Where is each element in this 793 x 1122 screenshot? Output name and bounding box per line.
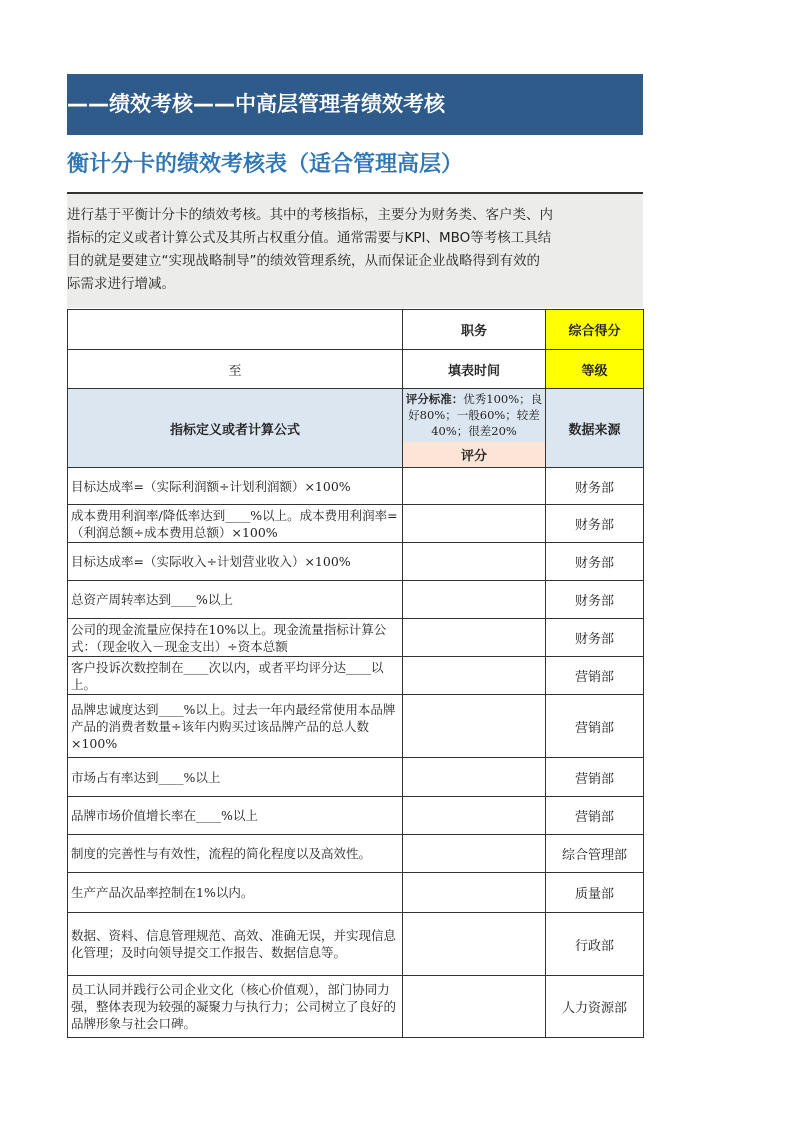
indicator-cell: 公司的现金流量应保持在10%以上。现金流量指标计算公式：（现金收入－现金支出）÷资本总额	[68, 619, 403, 657]
score-input-cell[interactable]	[403, 657, 546, 695]
source-cell: 财务部	[546, 505, 644, 543]
score-input-cell[interactable]	[403, 619, 546, 657]
criteria-bold: 评分标准：	[405, 392, 464, 407]
description-block	[67, 194, 643, 308]
indicator-cell: 目标达成率=（实际利润额÷计划利润额）×100%	[68, 468, 403, 505]
score-input-cell[interactable]	[403, 543, 546, 581]
source-cell: 营销部	[546, 657, 644, 695]
overall-score-label: 综合得分	[546, 310, 644, 350]
score-input-cell[interactable]	[403, 758, 546, 797]
source-cell: 营销部	[546, 797, 644, 835]
indicator-cell: 总资产周转率达到____%以上	[68, 581, 403, 619]
score-label: 评分	[403, 442, 546, 468]
grade-label: 等级	[546, 350, 644, 389]
kpi-table	[67, 309, 644, 1038]
fill-date-label: 填表时间	[403, 350, 546, 389]
score-input-cell[interactable]	[403, 797, 546, 835]
source-cell: 营销部	[546, 758, 644, 797]
source-cell: 质量部	[546, 873, 644, 913]
date-to-label: 至	[68, 350, 403, 389]
score-input-cell[interactable]	[403, 581, 546, 619]
indicator-cell: 员工认同并践行公司企业文化（核心价值观），部门协同力强，整体表现为较强的凝聚力与执行力；公司树立了良好的品牌形象与社会口碑。	[68, 976, 403, 1038]
indicator-cell: 目标达成率=（实际收入÷计划营业收入）×100%	[68, 543, 403, 581]
indicator-cell: 品牌市场价值增长率在____%以上	[68, 797, 403, 835]
score-input-cell[interactable]	[403, 505, 546, 543]
indicator-cell: 客户投诉次数控制在____次以内，或者平均评分达____以上。	[68, 657, 403, 695]
description-line: 进行基于平衡计分卡的绩效考核。其中的考核指标，主要分为财务类、客户类、内	[67, 207, 553, 223]
score-input-cell[interactable]	[403, 873, 546, 913]
blank-cell[interactable]	[68, 310, 403, 350]
indicator-cell: 市场占有率达到____%以上	[68, 758, 403, 797]
source-cell: 综合管理部	[546, 835, 644, 873]
score-input-cell[interactable]	[403, 468, 546, 505]
indicator-col-header: 指标定义或者计算公式	[68, 389, 403, 468]
source-cell: 财务部	[546, 543, 644, 581]
indicator-cell: 生产产品次品率控制在1%以内。	[68, 873, 403, 913]
position-label: 职务	[403, 310, 546, 350]
source-col-header: 数据来源	[546, 389, 644, 468]
source-cell: 行政部	[546, 913, 644, 976]
source-cell: 营销部	[546, 695, 644, 758]
criteria-text: 优秀100%；良好80%；一般60%；较差40%；很差20%	[408, 392, 543, 439]
indicator-cell: 成本费用利润率/降低率达到____%以上。成本费用利润率=（利润总额÷成本费用总额）×100%	[68, 505, 403, 543]
score-input-cell[interactable]	[403, 695, 546, 758]
banner-title: ——绩效考核——中高层管理者绩效考核	[67, 74, 643, 135]
description-line: 际需求进行增减。	[67, 276, 175, 292]
description-line: 指标的定义或者计算公式及其所占权重分值。通常需要与KPI、MBO等考核工具结	[67, 230, 552, 246]
score-input-cell[interactable]	[403, 835, 546, 873]
page-subtitle: 衡计分卡的绩效考核表（适合管理高层）	[67, 152, 464, 177]
source-cell: 财务部	[546, 468, 644, 505]
description-line: 目的就是要建立“实现战略制导”的绩效管理系统，从而保证企业战略得到有效的	[67, 253, 540, 269]
source-cell: 财务部	[546, 619, 644, 657]
indicator-cell: 品牌忠诚度达到____%以上。过去一年内最经常使用本品牌产品的消费者数量÷该年内购买过该品牌产品的总人数×100%	[68, 695, 403, 758]
score-input-cell[interactable]	[403, 913, 546, 976]
criteria-cell	[403, 389, 546, 442]
indicator-cell: 数据、资料、信息管理规范、高效、准确无误，并实现信息化管理；及时向领导提交工作报告、数据信息等。	[68, 913, 403, 976]
score-input-cell[interactable]	[403, 976, 546, 1038]
source-cell: 人力资源部	[546, 976, 644, 1038]
source-cell: 财务部	[546, 581, 644, 619]
indicator-cell: 制度的完善性与有效性，流程的简化程度以及高效性。	[68, 835, 403, 873]
